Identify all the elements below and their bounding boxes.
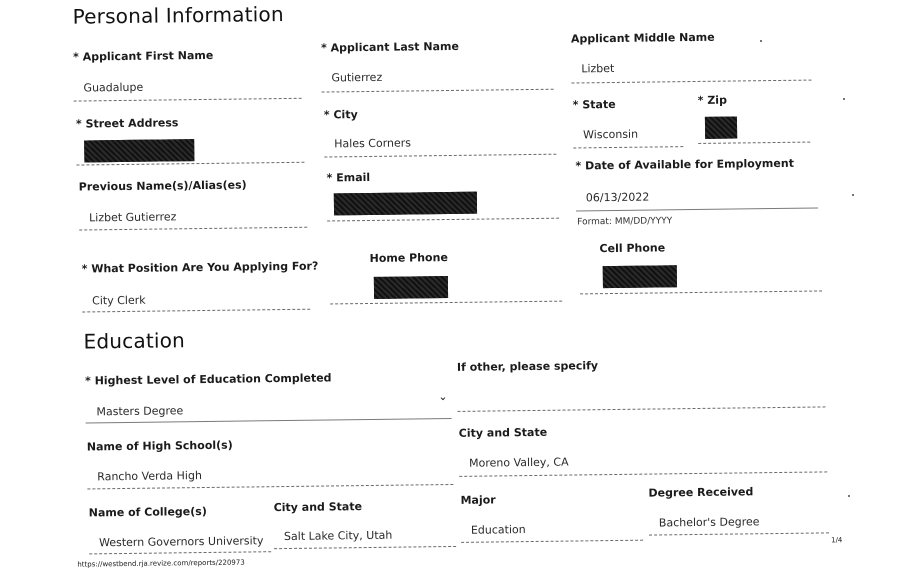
hs-city-state-field[interactable]: Moreno Valley, CA: [469, 455, 569, 470]
cell-phone-label: Cell Phone: [599, 241, 666, 256]
zip-label: * Zip: [697, 93, 727, 107]
position-underline: [82, 309, 310, 313]
city-field[interactable]: Hales Corners: [334, 136, 412, 151]
state-label: * State: [572, 97, 616, 112]
position-field[interactable]: City Clerk: [92, 293, 146, 308]
footer-url: https://westbend.rja.revize.com/reports/220973: [77, 558, 245, 569]
cell-phone-redaction: [603, 265, 677, 288]
college-underline: [89, 551, 271, 554]
scan-speck: [760, 40, 762, 42]
city-label: * City: [323, 108, 358, 122]
college-city-state-underline: [274, 546, 456, 549]
highest-level-underline: [86, 418, 452, 423]
email-label: * Email: [326, 170, 371, 185]
middle-name-field[interactable]: Lizbet: [581, 61, 615, 76]
highest-level-label: * Highest Level of Education Completed: [85, 371, 332, 388]
city-underline: [324, 154, 556, 158]
middle-name-underline: [571, 80, 811, 84]
other-specify-underline: [457, 406, 825, 411]
first-name-label: * Applicant First Name: [73, 48, 214, 64]
position-label: * What Position Are You Applying For?: [81, 259, 319, 276]
available-date-format-hint: Format: MM/DD/YYYY: [577, 216, 673, 228]
high-school-underline: [87, 484, 453, 489]
email-redaction: [334, 192, 477, 216]
cell-phone-underline: [580, 290, 822, 294]
scan-speck: [843, 98, 845, 100]
hs-city-state-label: City and State: [458, 425, 548, 440]
first-name-underline: [74, 98, 302, 102]
street-address-underline: [76, 162, 304, 166]
available-date-field[interactable]: 06/13/2022: [585, 190, 650, 205]
state-field[interactable]: Wisconsin: [583, 127, 639, 142]
street-address-redaction: [84, 139, 194, 162]
previous-names-label: Previous Name(s)/Alias(es): [78, 178, 247, 194]
state-underline: [573, 146, 683, 148]
email-underline: [327, 218, 559, 222]
major-underline: [461, 540, 643, 543]
highest-level-select[interactable]: Masters Degree: [96, 404, 184, 419]
available-date-label: * Date of Available for Employment: [575, 156, 794, 173]
major-label: Major: [460, 493, 496, 507]
last-name-underline: [322, 89, 554, 93]
high-school-field[interactable]: Rancho Verda High: [97, 469, 202, 484]
chevron-down-icon[interactable]: ⌄: [438, 390, 448, 404]
first-name-field[interactable]: Guadalupe: [83, 80, 144, 95]
street-address-label: * Street Address: [75, 116, 179, 131]
home-phone-redaction: [374, 276, 448, 299]
other-specify-label: If other, please specify: [456, 359, 599, 374]
section-title-personal: Personal Information: [72, 2, 284, 29]
degree-field[interactable]: Bachelor's Degree: [658, 515, 760, 530]
college-city-state-field[interactable]: Salt Lake City, Utah: [283, 528, 393, 544]
page-number: 1/4: [831, 536, 843, 545]
college-field[interactable]: Western Governors University: [98, 534, 264, 550]
home-phone-underline: [330, 301, 562, 305]
degree-label: Degree Received: [648, 485, 754, 500]
last-name-field[interactable]: Gutierrez: [331, 70, 383, 85]
previous-names-underline: [79, 227, 307, 231]
scan-speck: [848, 495, 850, 497]
middle-name-label: Applicant Middle Name: [570, 30, 715, 46]
previous-names-field[interactable]: Lizbet Gutierrez: [89, 210, 177, 225]
zip-redaction: [705, 116, 737, 138]
college-city-state-label: City and State: [273, 500, 363, 515]
last-name-label: * Applicant Last Name: [320, 39, 459, 55]
available-date-underline: [576, 207, 818, 211]
degree-underline: [649, 532, 829, 535]
section-title-education: Education: [83, 328, 186, 354]
hs-city-state-underline: [459, 471, 827, 476]
major-field[interactable]: Education: [470, 523, 526, 537]
scan-speck: [852, 194, 854, 196]
home-phone-label: Home Phone: [369, 251, 448, 265]
high-school-label: Name of High School(s): [86, 438, 233, 454]
zip-underline: [698, 142, 810, 144]
college-label: Name of College(s): [88, 504, 207, 520]
